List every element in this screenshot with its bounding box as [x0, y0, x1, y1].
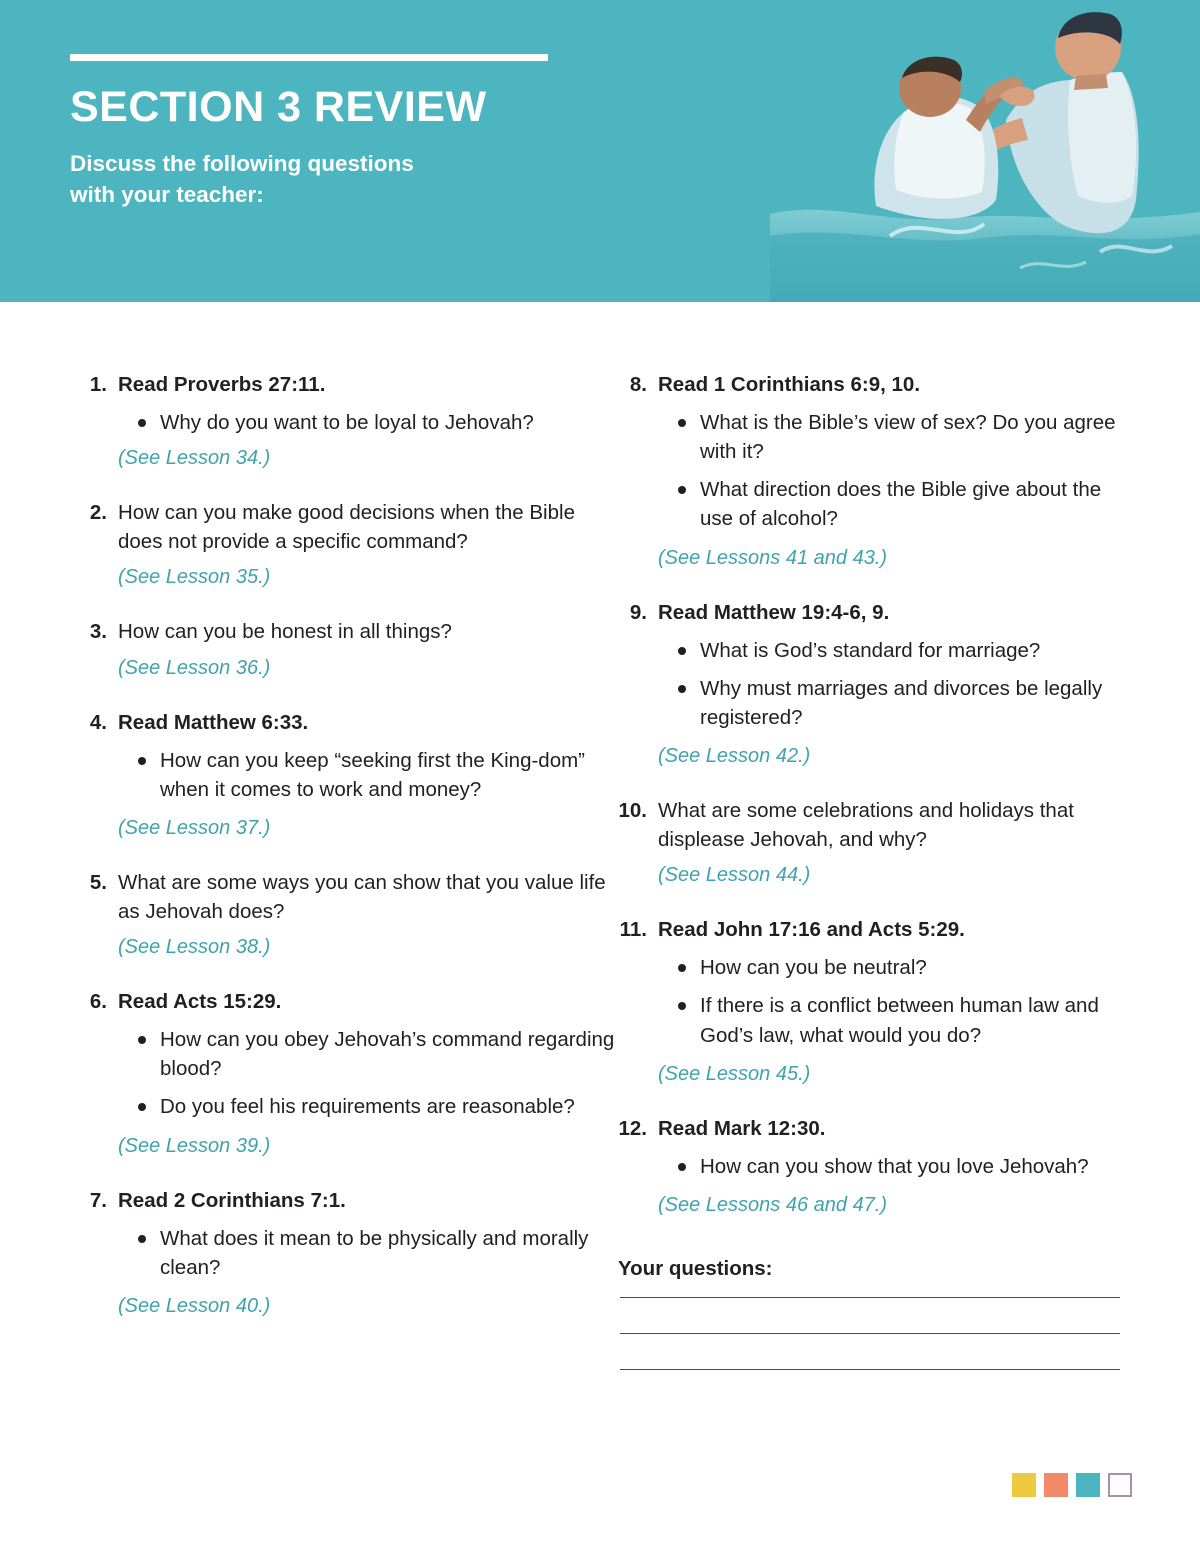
list-item [618, 915, 1128, 1087]
item-bullets [118, 1025, 618, 1121]
list-item-bullet: What is God’s standard for marriage? [678, 636, 1128, 665]
your-questions-label: Your questions: [618, 1256, 773, 1280]
item-reference: (See Lesson 44.) [658, 864, 811, 887]
item-lead: Read Mark 12:30. [658, 1116, 826, 1140]
item-lead: How can you be honest in all things? [118, 620, 452, 644]
list-item-bullet: How can you keep “seeking first the King-dom” when it comes to work and money? [138, 746, 618, 804]
list-item [78, 868, 618, 961]
item-lead: Read 2 Corinthians 7:1. [118, 1188, 346, 1212]
page-content [0, 302, 1200, 1543]
list-item-bullet: Why must marriages and divorces be legally registered? [678, 674, 1128, 732]
item-number: 12. [618, 1116, 647, 1140]
page-subtitle-line2: with your teacher: [70, 182, 264, 208]
list-item [618, 1114, 1128, 1219]
list-item-bullet: Why do you want to be loyal to Jehovah? [138, 408, 618, 437]
item-bullets [658, 1152, 1128, 1181]
list-item-bullet: What does it mean to be physically and morally clean? [138, 1224, 618, 1282]
list-item-bullet: How can you show that you love Jehovah? [678, 1152, 1128, 1181]
list-item [618, 598, 1128, 770]
list-item-bullet: How can you be neutral? [678, 953, 1128, 982]
item-bullets [118, 746, 618, 804]
swatch-outline [1108, 1473, 1132, 1497]
item-reference: (See Lesson 36.) [118, 656, 271, 679]
list-item [78, 987, 618, 1159]
item-number: 1. [89, 373, 107, 396]
swatch-yellow [1012, 1473, 1036, 1497]
item-number: 11. [619, 918, 647, 942]
header-text-block [70, 54, 690, 210]
list-item [618, 370, 1128, 572]
write-line[interactable] [620, 1297, 1120, 1298]
item-number: 3. [89, 620, 107, 644]
list-item [618, 796, 1128, 889]
item-lead: Read Matthew 19:4-6, 9. [658, 600, 890, 624]
page-header [0, 0, 1200, 302]
item-lead: Read Proverbs 27:11. [118, 373, 326, 396]
swatch-teal [1076, 1473, 1100, 1497]
list-item-bullet: What is the Bible’s view of sex? Do you agree with it? [678, 408, 1128, 466]
list-item-bullet: Do you feel his requirements are reasonable? [138, 1092, 618, 1121]
item-number: 8. [629, 373, 647, 396]
item-reference: (See Lessons 46 and 47.) [658, 1193, 888, 1216]
item-lead: Read John 17:16 and Acts 5:29. [658, 918, 965, 942]
item-number: 7. [89, 1188, 107, 1212]
item-number: 5. [89, 870, 107, 894]
page-subtitle-line1: Discuss the following questions [70, 151, 414, 177]
item-reference: (See Lesson 39.) [118, 1134, 271, 1157]
item-bullets [658, 408, 1128, 533]
list-item [78, 1186, 618, 1320]
page-title: SECTION 3 REVIEW [70, 83, 487, 131]
list-item [78, 498, 618, 591]
item-reference: (See Lesson 45.) [658, 1062, 811, 1085]
questions-column-left [78, 370, 618, 1370]
item-reference: (See Lesson 42.) [658, 744, 811, 767]
list-item [78, 708, 618, 842]
write-line[interactable] [620, 1333, 1120, 1334]
item-number: 6. [89, 990, 107, 1014]
item-bullets [118, 1224, 618, 1282]
item-reference: (See Lesson 38.) [118, 936, 271, 959]
item-reference: (See Lesson 40.) [118, 1294, 271, 1317]
footer-color-swatches [1012, 1473, 1132, 1497]
item-reference: (See Lessons 41 and 43.) [658, 546, 888, 569]
questions-column-right [618, 370, 1128, 1370]
item-number: 10. [618, 798, 647, 822]
item-lead: Read Acts 15:29. [118, 990, 282, 1014]
list-item-bullet: What direction does the Bible give about the use of alcohol? [678, 475, 1128, 533]
header-rule [70, 54, 548, 61]
swatch-salmon [1044, 1473, 1068, 1497]
list-item [78, 617, 618, 681]
item-lead: Read 1 Corinthians 6:9, 10. [658, 373, 921, 396]
item-number: 2. [89, 501, 107, 525]
item-bullets [118, 408, 618, 437]
list-item-bullet: How can you obey Jehovah’s command regarding blood? [138, 1025, 618, 1083]
item-number: 4. [89, 710, 107, 734]
page-subtitle [70, 148, 690, 210]
item-bullets [658, 953, 1128, 1049]
item-lead: How can you make good decisions when the Bible does not provide a specific command? [118, 501, 575, 554]
baptism-illustration [770, 0, 1200, 302]
list-item [78, 370, 618, 472]
your-questions-write-lines[interactable] [620, 1297, 1128, 1370]
item-bullets [658, 636, 1128, 732]
item-lead: Read Matthew 6:33. [118, 710, 309, 734]
item-reference: (See Lesson 35.) [118, 566, 271, 589]
write-line[interactable] [620, 1369, 1120, 1370]
item-lead: What are some celebrations and holidays that displease Jehovah, and why? [658, 798, 1074, 852]
item-number: 9. [629, 600, 647, 624]
list-item-bullet: If there is a conflict between human law and God’s law, what would you do? [678, 991, 1128, 1049]
item-reference: (See Lesson 37.) [118, 816, 271, 839]
two-column-layout [0, 370, 1200, 1370]
item-lead: What are some ways you can show that you value life as Jehovah does? [118, 870, 606, 923]
item-reference: (See Lesson 34.) [118, 447, 271, 470]
your-questions-section [618, 1257, 1128, 1370]
